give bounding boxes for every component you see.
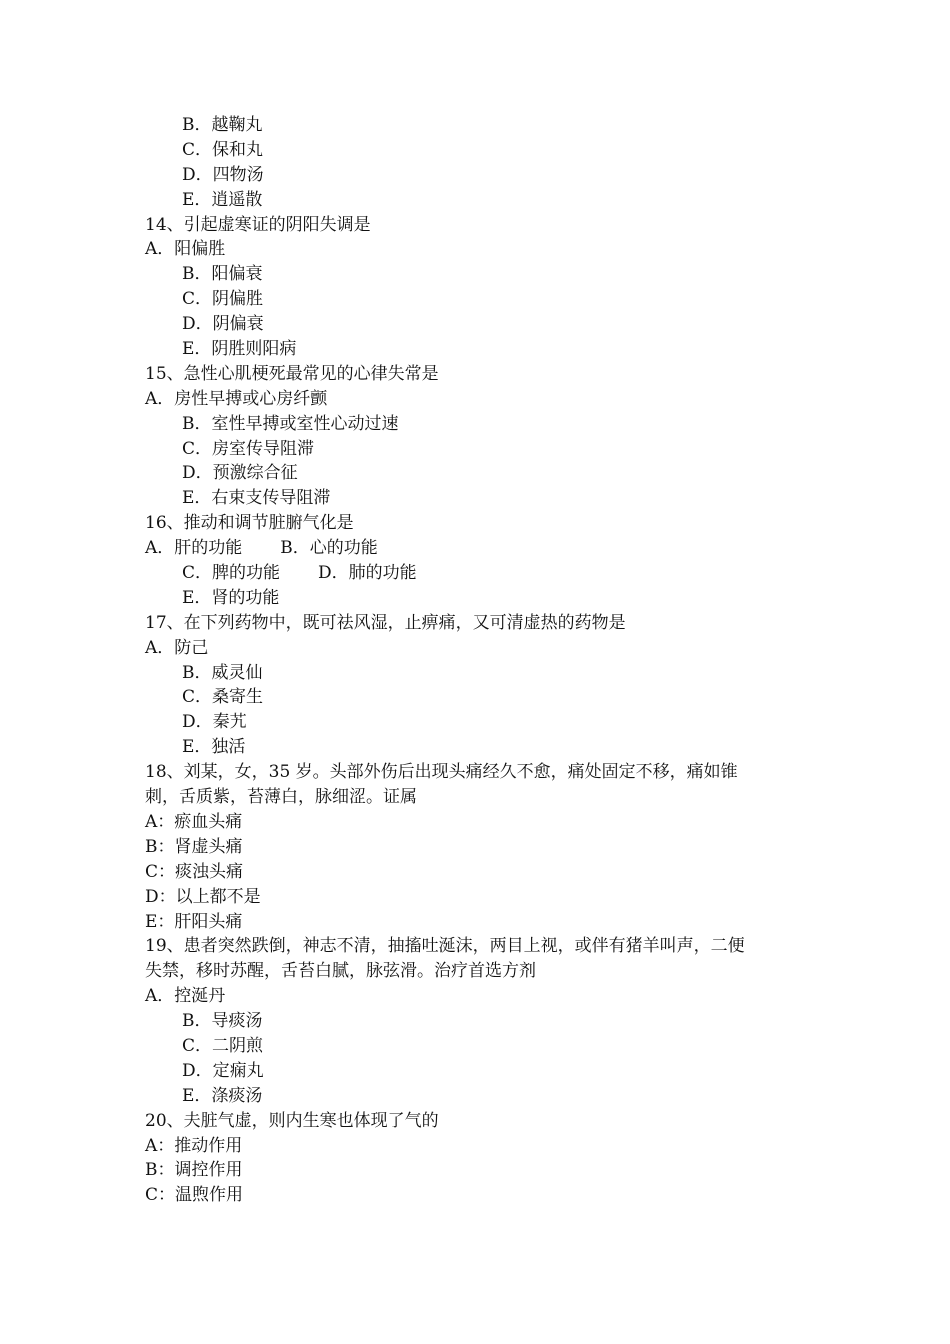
line-text: E．肾的功能 bbox=[182, 587, 280, 608]
text-line bbox=[0, 188, 950, 213]
line-text: B．导痰汤 bbox=[182, 1011, 263, 1032]
line-text: 16、推动和调节脏腑气化是 bbox=[145, 513, 354, 534]
text-line bbox=[0, 984, 950, 1009]
text-line bbox=[0, 586, 950, 611]
line-text: B．威灵仙 bbox=[182, 662, 263, 683]
text-line bbox=[0, 835, 950, 860]
line-text-second-option: D．肺的功能 bbox=[318, 563, 417, 584]
text-line bbox=[0, 113, 950, 138]
line-text: A．控涎丹 bbox=[145, 986, 226, 1007]
text-line bbox=[0, 412, 950, 437]
line-text: 失禁，移时苏醒，舌苔白腻，脉弦滑。治疗首选方剂 bbox=[145, 961, 536, 982]
text-line bbox=[0, 1109, 950, 1134]
text-line bbox=[0, 661, 950, 686]
line-text: B．阳偏衰 bbox=[182, 264, 263, 285]
text-line bbox=[0, 461, 950, 486]
text-line bbox=[0, 337, 950, 362]
text-line bbox=[0, 1134, 950, 1159]
line-text: E．阴胜则阳病 bbox=[182, 339, 297, 360]
line-text: D．秦艽 bbox=[182, 712, 247, 733]
line-text: C：痰浊头痛 bbox=[145, 861, 244, 882]
text-line bbox=[0, 287, 950, 312]
text-line bbox=[0, 710, 950, 735]
text-line bbox=[0, 486, 950, 511]
line-text: C．桑寄生 bbox=[182, 687, 264, 708]
text-line bbox=[0, 959, 950, 984]
line-text: 20、夫脏气虚，则内生寒也体现了气的 bbox=[145, 1110, 439, 1131]
text-line bbox=[0, 262, 950, 287]
line-text: C．脾的功能 bbox=[182, 563, 281, 584]
line-text: E．独活 bbox=[182, 737, 246, 758]
document-page bbox=[0, 113, 950, 1208]
text-line bbox=[0, 536, 950, 561]
line-text: C．二阴煎 bbox=[182, 1035, 264, 1056]
line-text: D．四物汤 bbox=[182, 164, 264, 185]
line-text: D．阴偏衰 bbox=[182, 314, 264, 335]
line-text: E．涤痰汤 bbox=[182, 1085, 263, 1106]
line-text: 刺，舌质紫，苔薄白，脉细涩。证属 bbox=[145, 787, 417, 808]
line-text: 19、患者突然跌倒，神志不清，抽搐吐涎沫，两目上视，或伴有猪羊叫声，二便 bbox=[145, 936, 745, 957]
line-text: C．房室传导阻滞 bbox=[182, 438, 315, 459]
line-text: D：以上都不是 bbox=[145, 886, 261, 907]
line-text: A．肝的功能 bbox=[145, 538, 243, 559]
line-text: A．阳偏胜 bbox=[145, 239, 226, 260]
line-text: B．越鞠丸 bbox=[182, 115, 263, 135]
text-line bbox=[0, 163, 950, 188]
line-text: 18、刘某，女，35 岁。头部外伤后出现头痛经久不愈，痛处固定不移，痛如锥 bbox=[145, 762, 738, 783]
line-text-second-option: B．心的功能 bbox=[280, 538, 378, 559]
text-line bbox=[0, 934, 950, 959]
line-text: D．预激综合征 bbox=[182, 463, 298, 484]
text-line bbox=[0, 885, 950, 910]
line-text: C：温煦作用 bbox=[145, 1185, 244, 1206]
text-line bbox=[0, 760, 950, 785]
text-line bbox=[0, 611, 950, 636]
text-line bbox=[0, 685, 950, 710]
text-line bbox=[0, 735, 950, 760]
text-line bbox=[0, 910, 950, 935]
text-line bbox=[0, 1034, 950, 1059]
text-line bbox=[0, 362, 950, 387]
line-text: B：肾虚头痛 bbox=[145, 836, 243, 857]
text-line bbox=[0, 312, 950, 337]
text-line bbox=[0, 810, 950, 835]
line-text: B：调控作用 bbox=[145, 1160, 243, 1181]
text-line bbox=[0, 860, 950, 885]
text-line bbox=[0, 437, 950, 462]
text-line bbox=[0, 1084, 950, 1109]
text-line bbox=[0, 785, 950, 810]
text-line bbox=[0, 1009, 950, 1034]
line-text: A．房性早搏或心房纤颤 bbox=[145, 388, 328, 409]
line-text: A：瘀血头痛 bbox=[145, 811, 243, 832]
text-line bbox=[0, 511, 950, 536]
line-text: 14、引起虚寒证的阴阳失调是 bbox=[145, 214, 371, 235]
text-line bbox=[0, 561, 950, 586]
text-line bbox=[0, 1059, 950, 1084]
line-text: A．防己 bbox=[145, 637, 209, 658]
line-text: C．保和丸 bbox=[182, 139, 264, 160]
line-text: D．定痫丸 bbox=[182, 1060, 264, 1081]
text-line bbox=[0, 138, 950, 163]
text-line bbox=[0, 636, 950, 661]
text-line bbox=[0, 213, 950, 238]
text-line bbox=[0, 1183, 950, 1208]
text-line bbox=[0, 1158, 950, 1183]
text-line bbox=[0, 387, 950, 412]
text-line bbox=[0, 237, 950, 262]
line-text: E．逍遥散 bbox=[182, 189, 263, 210]
line-text: A：推动作用 bbox=[145, 1135, 243, 1156]
line-text: B．室性早搏或室性心动过速 bbox=[182, 413, 399, 434]
line-text: 17、在下列药物中，既可祛风湿，止痹痛，又可清虚热的药物是 bbox=[145, 612, 626, 633]
line-text: E．右束支传导阻滞 bbox=[182, 488, 331, 509]
line-text: C．阴偏胜 bbox=[182, 289, 264, 310]
line-text: E：肝阳头痛 bbox=[145, 911, 243, 932]
line-text: 15、急性心肌梗死最常见的心律失常是 bbox=[145, 363, 439, 384]
